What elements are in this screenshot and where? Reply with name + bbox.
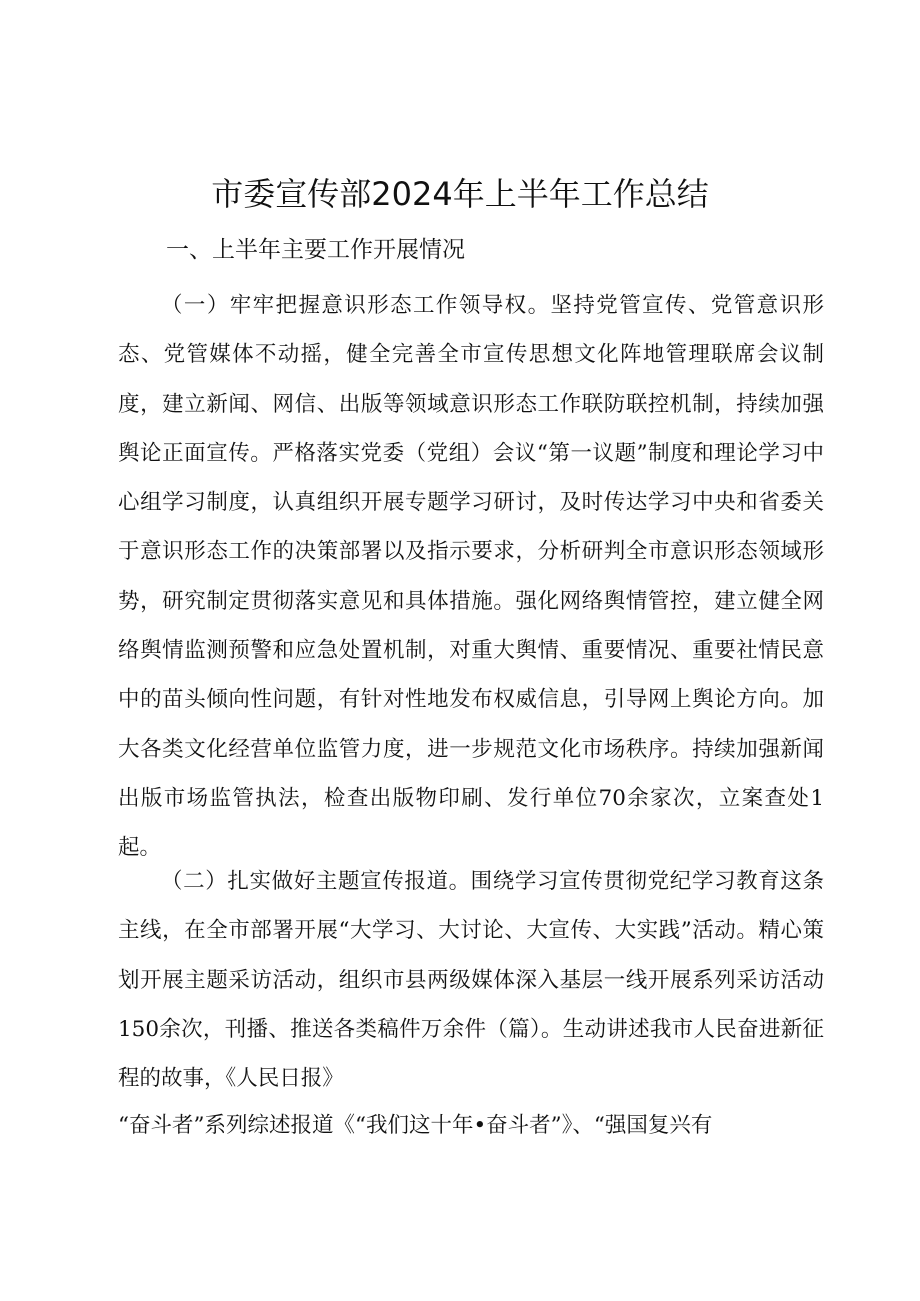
paragraph-ideology-leadership: （一）牢牢把握意识形态工作领导权。坚持党管宣传、党管意识形态、党管媒体不动摇，健全完善全市宣传思想文化阵地管理联席会议制度，建立新闻、网信、出版等领域意识形态工作联防联控机制，持续加强舆论正面宣传。严格落实党委（党组）会议“第一议题”制度和理论学习中心组学习制度，认真组织开展专题学习研讨，及时传达学习中央和省委关于意识形态工作的决策部署以及指示要求，分析研判全市意识形态领域形势，研究制定贯彻落实意见和具体措施。强化网络舆情管控，建立健全网络舆情监测预警和应急处置机制，对重大舆情、重要情况、重要社情民意中的苗头倾向性问题，有针对性地发布权威信息，引导网上舆论方向。加大各类文化经营单位监管力度，进一步规范文化市场秩序。持续加强新闻出版市场监管执法，检查出版物印刷、发行单位70余家次，立案查处1起。 <box>118 293 824 861</box>
section-heading: 一、上半年主要工作开展情况 <box>166 237 465 263</box>
document-title: 市委宣传部2024年上半年工作总结 <box>211 175 709 213</box>
paragraph-theme-publicity: （二）扎实做好主题宣传报道。围绕学习宣传贯彻党纪学习教育这条主线，在全市部署开展“大学习、大讨论、大宣传、大实践”活动。精心策划开展主题采访活动，组织市县两级媒体深入基层一线开展系列采访活动150余次，刊播、推送各类稿件万余件（篇）。生动讲述我市人民奋进新征程的故事，《人民日报》 <box>118 869 824 1092</box>
paragraph-continuation: “奋斗者”系列综述报道《“我们这十年•奋斗者”》、“强国复兴有 <box>118 1113 713 1138</box>
